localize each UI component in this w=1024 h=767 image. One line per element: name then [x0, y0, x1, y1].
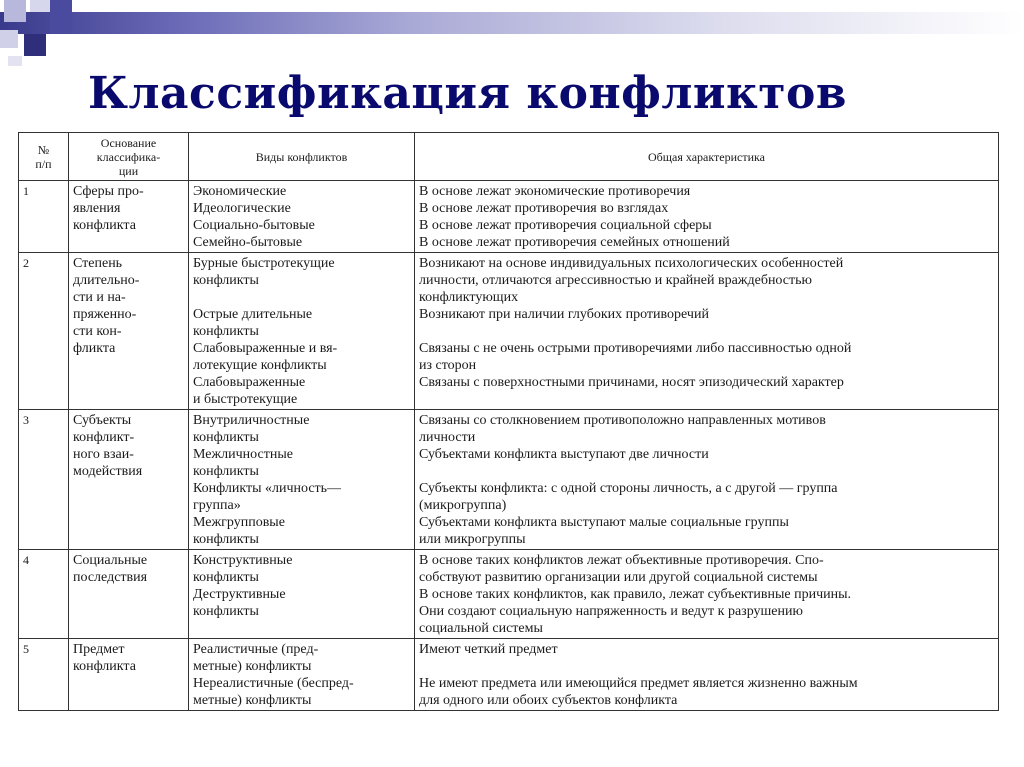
- row-number: 5: [19, 639, 69, 711]
- header-decoration-band: [0, 12, 1024, 34]
- slide-title: Классификация конфликтов: [88, 68, 847, 119]
- decoration-square: [8, 56, 22, 66]
- table-header-row: [19, 133, 999, 181]
- row-basis: Социальные последствия: [69, 550, 189, 639]
- row-types: Внутриличностные конфликты Межличностные конфликты Конфликты «личность— группа» Межгрупповые конфликты: [189, 410, 415, 550]
- header-basis: Основание классифика- ции: [69, 133, 189, 181]
- row-basis: Степень длительно- сти и на- пряженно- сти кон- фликта: [69, 253, 189, 410]
- table-row: [19, 181, 999, 253]
- classification-table: [18, 132, 999, 711]
- row-basis: Сферы про- явления конфликта: [69, 181, 189, 253]
- row-description: В основе таких конфликтов лежат объективные противоречия. Спо- собствуют развитию организации или другой социальной системы В основе таких конфликтов, как правило, лежат субъективные причины. Они создают социальную напряженность и ведут к разрушению социальной системы: [415, 550, 999, 639]
- row-basis: Субъекты конфликт- ного взаи- модействия: [69, 410, 189, 550]
- row-types: Реалистичные (пред- метные) конфликты Нереалистичные (беспред- метные) конфликты: [189, 639, 415, 711]
- decoration-square: [4, 0, 26, 22]
- decoration-square: [50, 0, 72, 34]
- row-description: Возникают на основе индивидуальных психологических особенностей личности, отличаются агрессивностью и крайней враждебностью конфликтующих Возникают при наличии глубоких противоречий Связаны с не очень острыми противоречиями либо пассивностью одной из сторон Связаны с поверхностными причинами, носят эпизодический характер: [415, 253, 999, 410]
- row-types: Конструктивные конфликты Деструктивные конфликты: [189, 550, 415, 639]
- row-number: 3: [19, 410, 69, 550]
- row-types: Экономические Идеологические Социально-бытовые Семейно-бытовые: [189, 181, 415, 253]
- decoration-square: [30, 0, 50, 12]
- row-number: 2: [19, 253, 69, 410]
- row-number: 4: [19, 550, 69, 639]
- table-row: [19, 639, 999, 711]
- decoration-square: [24, 34, 46, 56]
- header-num: № п/п: [19, 133, 69, 181]
- row-basis: Предмет конфликта: [69, 639, 189, 711]
- table-row: [19, 253, 999, 410]
- row-types: Бурные быстротекущие конфликты Острые длительные конфликты Слабовыраженные и вя- лотекущие конфликты Слабовыраженные и быстротекущие: [189, 253, 415, 410]
- row-description: Связаны со столкновением противоположно направленных мотивов личности Субъектами конфликта выступают две личности Субъекты конфликта: с одной стороны личность, а с другой — группа (микрогруппа) Субъектами конфликта выступают малые социальные группы или микрогруппы: [415, 410, 999, 550]
- table-row: [19, 410, 999, 550]
- row-description: В основе лежат экономические противоречия В основе лежат противоречия во взглядах В основе лежат противоречия социальной сферы В основе лежат противоречия семейных отношений: [415, 181, 999, 253]
- table-row: [19, 550, 999, 639]
- header-types: Виды конфликтов: [189, 133, 415, 181]
- header-characteristic: Общая характеристика: [415, 133, 999, 181]
- row-number: 1: [19, 181, 69, 253]
- row-description: Имеют четкий предмет Не имеют предмета или имеющийся предмет является жизненно важным для одного или обоих субъектов конфликта: [415, 639, 999, 711]
- decoration-square: [0, 30, 18, 48]
